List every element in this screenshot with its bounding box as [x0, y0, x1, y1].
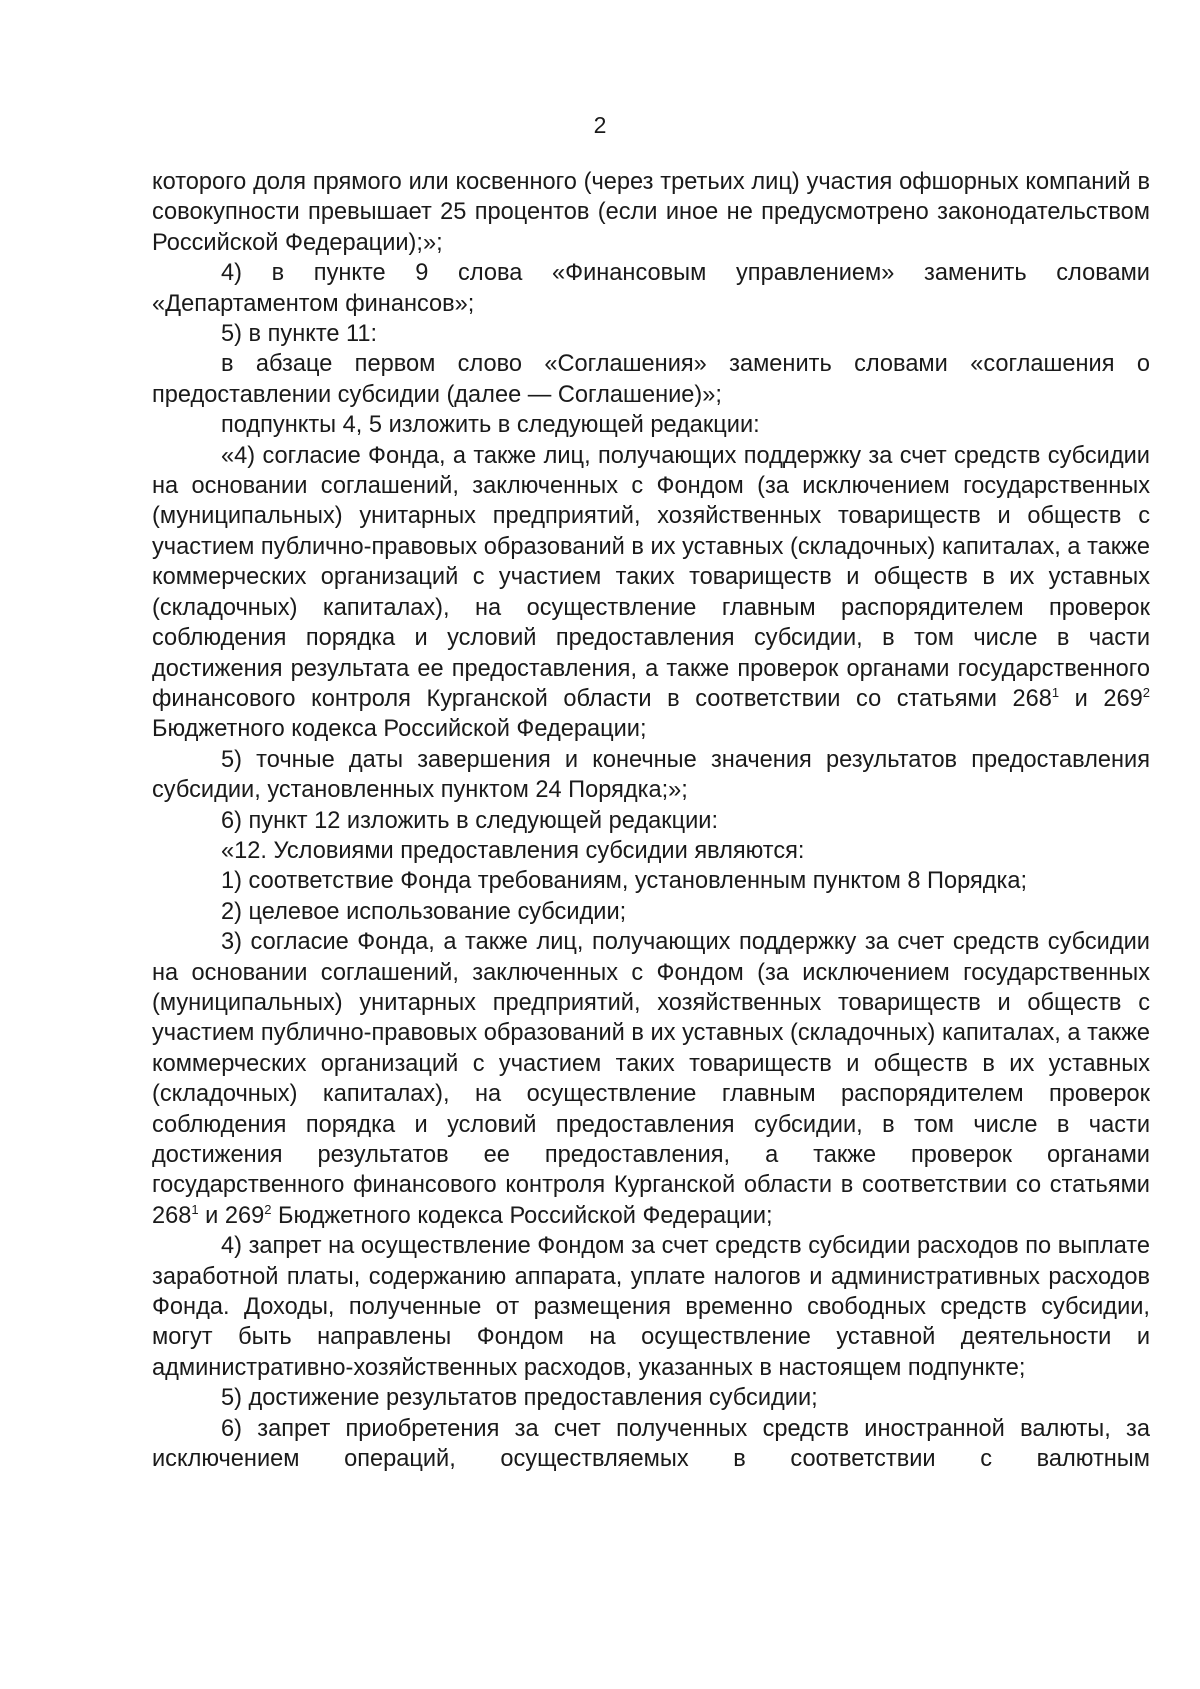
paragraph-condition-6-currency: 6) запрет приобретения за счет полученных средств иностранной валюты, за исключением операций, осуществляемых в соответствии с валютным: [152, 1415, 1150, 1473]
paragraph-condition-5-results: 5) достижение результатов предоставления субсидии;: [221, 1385, 818, 1412]
paragraph-first-abzac-agreement: в абзаце первом слово «Соглашения» заменить словами «соглашения о предоставлении субсидии (далее — Соглашение)»;: [152, 351, 1150, 408]
paragraph-text-part: и 269: [198, 1202, 265, 1229]
superscript-1: 1: [191, 1201, 199, 1217]
paragraph-text-part: Бюджетного кодекса Российской Федерации;: [152, 716, 647, 743]
paragraph-subpoint-5-dates: 5) точные даты завершения и конечные значения результатов предоставления субсидии, установленных пунктом 24 Порядка;»;: [152, 746, 1150, 804]
paragraph-continuation: которого доля прямого или косвенного (через третьих лиц) участия офшорных компаний в совокупности превышает 25 процентов (если иное не предусмотрено законодательством Российской Федерации);»;: [152, 169, 1150, 256]
paragraph-text-part: «4) согласие Фонда, а также лиц, получающих поддержку за счет средств субсидии на основании соглашений, заключенных с Фондом (за исключением государственных (муниципальных) унитарных предприятий, хозяйственных товариществ и обществ с участием публично-правовых образований в их уставных (складочных) капиталах, а также коммерческих организаций с участием таких товариществ и обществ в их уставных (складочных) капиталах), на осуществление главным распорядителем проверок соблюдения порядка и условий предоставления субсидии, в том числе в части достижения результата ее предоставления, а также проверок органами государственного финансового контроля Курганской области в соответствии со статьями 268: [152, 442, 1150, 712]
paragraph-text-part: 3) согласие Фонда, а также лиц, получающих поддержку за счет средств субсидии на основании соглашений, заключенных с Фондом (за исключением государственных (муниципальных) унитарных предприятий, хозяйственных товариществ и обществ с участием публично-правовых образований в их уставных (складочных) капиталах, а также коммерческих организаций с участием таких товариществ и обществ в их уставных (складочных) капиталах), на осуществление главным распорядителем проверок соблюдения порядка и условий предоставления субсидии, в том числе в части достижения результатов ее предоставления, а также проверок органами государственного финансового контроля Курганской области в соответствии со статьями 268: [152, 929, 1150, 1229]
paragraph-text-part: и 269: [1059, 685, 1143, 712]
superscript-2: 2: [1142, 684, 1150, 700]
superscript-2: 2: [264, 1201, 272, 1217]
paragraph-item-4-finance-department: 4) в пункте 9 слова «Финансовым управлением» заменить словами «Департаментом финансов»;: [152, 260, 1150, 317]
paragraph-text-part: Бюджетного кодекса Российской Федерации;: [271, 1202, 773, 1229]
paragraph-condition-3-consent: [152, 927, 1150, 1231]
paragraph-condition-1: 1) соответствие Фонда требованиям, установленным пунктом 8 Порядка;: [221, 868, 1028, 895]
document-body: [152, 167, 1150, 1474]
paragraph-subpoint-4-consent: [152, 441, 1150, 745]
paragraph-condition-2: 2) целевое использование субсидии;: [221, 898, 627, 925]
page-number: 2: [593, 112, 607, 138]
superscript-1: 1: [1051, 684, 1060, 700]
paragraph-point-12-conditions: «12. Условиями предоставления субсидии являются:: [221, 837, 805, 864]
paragraph-item-5-point-11: 5) в пункте 11:: [221, 321, 378, 348]
paragraph-item-6-point-12: 6) пункт 12 изложить в следующей редакции:: [221, 807, 719, 834]
paragraph-subpoints-4-5-intro: подпункты 4, 5 изложить в следующей редакции:: [221, 412, 760, 439]
paragraph-condition-4-prohibition: 4) запрет на осуществление Фондом за счет средств субсидии расходов по выплате заработной платы, содержанию аппарата, уплате налогов и административных расходов Фонда. Доходы, полученные от размещения временно свободных средств субсидии, могут быть направлены Фондом на осуществление уставной деятельности и административно-хозяйственных расходов, указанных в настоящем подпункте;: [152, 1233, 1150, 1381]
